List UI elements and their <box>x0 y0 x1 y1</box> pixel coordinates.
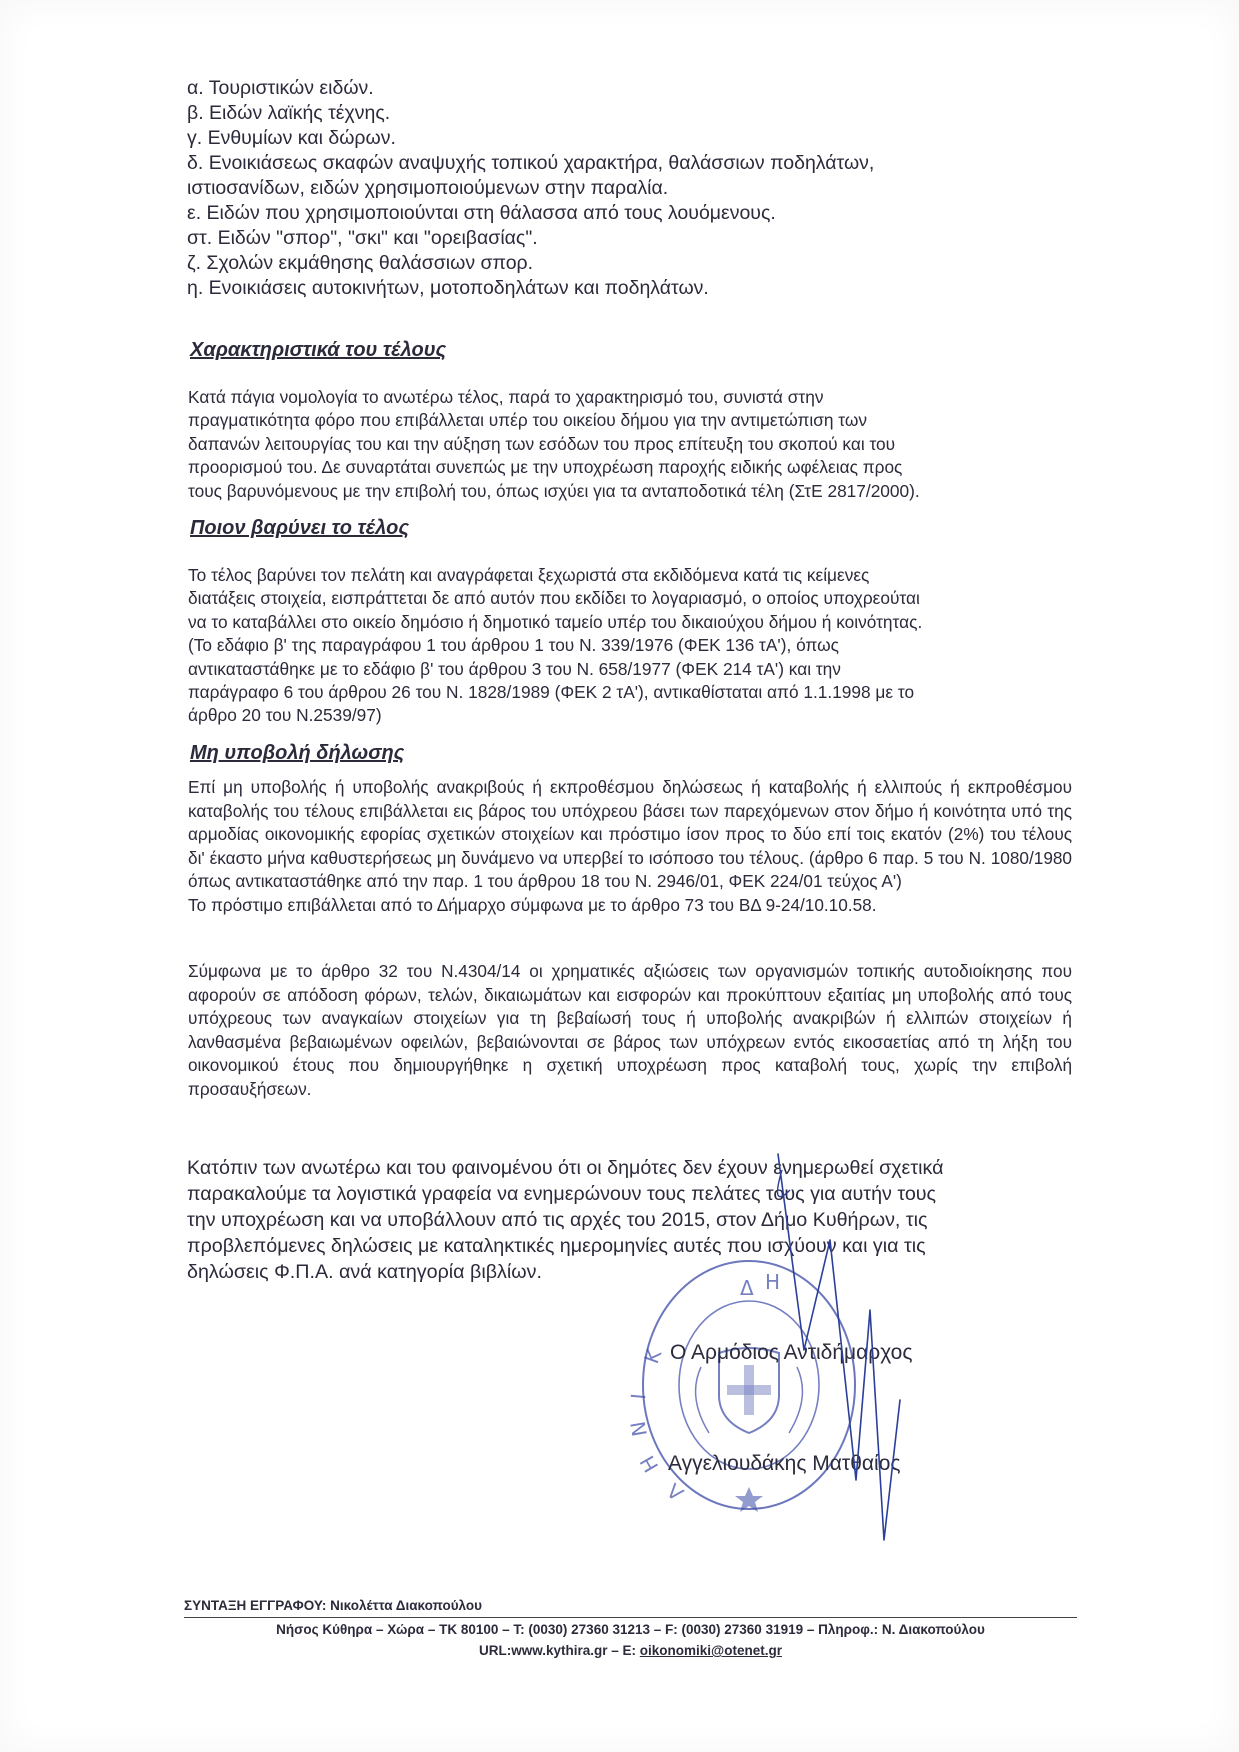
footer-divider <box>184 1617 1077 1618</box>
text-line: προβλεπόμενες δηλώσεις με καταληκτικές ημερομηνίες αυτές που ισχύουν και για τις <box>187 1235 926 1257</box>
paragraph-who-pays <box>188 564 1072 728</box>
signatory-name: Αγγελιουδάκης Ματθαίος <box>668 1452 901 1475</box>
text-line: διατάξεις στοιχεία, εισπράττεται δε από αυτόν που εκδίδει το λογαριασμό, ο οποίος υποχρεούται <box>188 588 920 609</box>
text-line: πραγματικότητα φόρο που επιβάλλεται υπέρ του οικείου δήμου για την αντιμετώπιση των <box>188 410 867 431</box>
svg-text:Η: Η <box>765 1270 781 1294</box>
list-item: ε. Ειδών που χρησιμοποιούνται στη θάλασσα από τους λουόμενους. <box>187 202 776 224</box>
signatory-title: Ο Αρμόδιος Αντιδήμαρχος <box>670 1341 913 1364</box>
text-line: τους βαρυνόμενους με την επιβολή του, όπως ισχύει για τα ανταποδοτικά τέλη (ΣτΕ 2817/2000). <box>188 480 920 501</box>
svg-text:Ι: Ι <box>626 1392 651 1401</box>
text-line: Κατόπιν των ανωτέρω και του φαινομένου ότι οι δημότες δεν έχουν ενημερωθεί σχετικά <box>187 1157 944 1179</box>
list-item: η. Ενοικιάσεις αυτοκινήτων, μοτοποδηλάτων και ποδηλάτων. <box>187 277 709 299</box>
closing-paragraph <box>187 1155 1080 1285</box>
svg-text:Δ: Δ <box>740 1276 754 1300</box>
text-line: παρακαλούμε τα λογιστικά γραφεία να ενημερώνουν τους πελάτες τους για αυτήν τους <box>187 1183 937 1205</box>
text-line: Κατά πάγια νομολογία το ανωτέρω τέλος, παρά το χαρακτηρισμό του, συνιστά στην <box>188 387 824 407</box>
list-item: δ. Ενοικιάσεως σκαφών αναψυχής τοπικού χαρακτήρα, θαλάσσιων ποδηλάτων, <box>187 152 875 174</box>
list-item: ζ. Σχολών εκμάθησης θαλάσσιων σπορ. <box>187 252 534 274</box>
text-line: Το τέλος βαρύνει τον πελάτη και αναγράφεται ξεχωριστά στα εκδιδόμενα κατά τις κείμενες <box>188 565 870 585</box>
paragraph-non-submission <box>188 776 1072 917</box>
text-line: δηλώσεις Φ.Π.Α. ανά κατηγορία βιβλίων. <box>187 1261 542 1283</box>
paragraph-body: Σύμφωνα με το άρθρο 32 του Ν.4304/14 οι χρηματικές αξιώσεις των οργανισμών τοπικής αυτοδιοίκησης που αφορούν σε απόδοση φόρων, τελών, δικαιωμάτων και εισφορών και προκύπτουν εξαιτίας μη υποβολής από τους υπόχρεους των αναγκαίων στοιχείων για τη βεβαίωσή τους ή υποβολής ανακριβών ή ελλιπών στοιχείων ή λανθασμένα βεβαιωμένων οφειλών, βεβαιώνονται σε βάρος των υπόχρεων εντός εικοσαετίας από τη λήξη του οικονομικού έτους που δημιουργήθηκε η σχετική υποχρέωση προς καταβολή τους, χωρίς την επιβολή προσαυξήσεων. <box>188 961 1072 1099</box>
heading-characteristics: Χαρακτηριστικά του τέλους <box>190 339 447 361</box>
list-item: β. Ειδών λαϊκής τέχνης. <box>187 102 391 124</box>
svg-text:Λ: Λ <box>662 1478 689 1506</box>
svg-text:Κ: Κ <box>639 1346 667 1367</box>
list-item: στ. Ειδών "σπορ", "σκι" και "ορειβασίας". <box>187 227 538 249</box>
category-list <box>187 76 1087 301</box>
text-line: προορισμού του. Δε συναρτάται συνεπώς με την υποχρέωση παροχής ειδικής ωφέλειας προς <box>188 457 903 478</box>
author-label: ΣΥΝΤΑΞΗ ΕΓΓΡΑΦΟΥ: <box>184 1598 327 1613</box>
svg-text:Ν: Ν <box>625 1419 652 1439</box>
heading-who-pays: Ποιον βαρύνει το τέλος <box>190 517 409 539</box>
text-line: αντικαταστάθηκε με το εδάφιο β' του άρθρου 3 του Ν. 658/1977 (ΦΕΚ 214 τΑ') και την <box>188 658 841 679</box>
paragraph-article32 <box>188 960 1072 1101</box>
handwritten-signature <box>760 1150 920 1550</box>
footer-author <box>184 1598 482 1613</box>
footer-contact <box>184 1643 1077 1658</box>
paragraph-characteristics <box>188 386 1072 503</box>
text-line: άρθρο 20 του Ν.2539/97) <box>188 705 382 726</box>
list-item: ιστιοσανίδων, ειδών χρησιμοποιούμενων στην παραλία. <box>187 177 669 199</box>
footer-address: Νήσος Κύθηρα – Χώρα – ΤΚ 80100 – Τ: (0030) 27360 31213 – F: (0030) 27360 31919 – Πληροφ.: Ν. Διακοπούλου <box>276 1622 985 1637</box>
paragraph-body: Επί μη υποβολής ή υποβολής ανακριβούς ή εκπροθέσμου δηλώσεως ή καταβολής ή ελλιπούς ή εκπροθέσμου καταβολής του τέλους επιβάλλεται εις βάρος του υπόχρεου βάσει των παρεχόμενων στον δήμο ή κοινότητα υπό της αρμοδίας οικονομικής εφορίας σχετικών στοιχείων και πρόστιμο ίσον προς το δύο επί τοις εκατόν (2%) του τέλους δι' έκαστο μήνα καθυστερήσεως μη δυνάμενο να υπερβεί το ισόποσο του τέλους. (άρθρο 6 παρ. 5 του Ν. 1080/1980 όπως αντικαταστάθηκε από την παρ. 1 του άρθρου 18 του Ν. 2946/01, ΦΕΚ 224/01 τεύχος Α') <box>188 777 1072 891</box>
email-link[interactable]: oikonomiki@otenet.gr <box>639 1643 782 1658</box>
text-line: Το πρόστιμο επιβάλλεται από το Δήμαρχο σύμφωνα με το άρθρο 73 του ΒΔ 9-24/10.10.58. <box>188 894 877 915</box>
list-item: α. Τουριστικών ειδών. <box>187 77 374 99</box>
heading-non-submission: Μη υποβολή δήλωσης <box>190 742 405 764</box>
text-line: παράγραφο 6 του άρθρου 26 του Ν. 1828/1989 (ΦΕΚ 2 τΑ'), αντικαθίσταται από 1.1.1998 με το <box>188 682 915 703</box>
list-item: γ. Ενθυμίων και δώρων. <box>187 127 396 149</box>
svg-text:Η: Η <box>635 1451 664 1477</box>
text-line: (Το εδάφιο β' της παραγράφου 1 του άρθρου 1 του Ν. 339/1976 (ΦΕΚ 136 τΑ'), όπως <box>188 635 839 656</box>
text-line: την υποχρέωση και να υποβάλλουν από τις αρχές του 2015, στον Δήμο Κυθήρων, τις <box>187 1209 928 1231</box>
website-url: URL:www.kythira.gr – E: <box>479 1643 640 1658</box>
text-line: δαπανών λειτουργίας του και την αύξηση των εσόδων του προς επίτευξη του σκοπού και του <box>188 433 896 454</box>
author-name: Νικολέττα Διακοπούλου <box>330 1598 483 1613</box>
text-line: να το καταβάλλει στο οικείο δημόσιο ή δημοτικό ταμείο υπέρ του δικαιούχου δήμου ή κοινότητας. <box>188 611 923 632</box>
